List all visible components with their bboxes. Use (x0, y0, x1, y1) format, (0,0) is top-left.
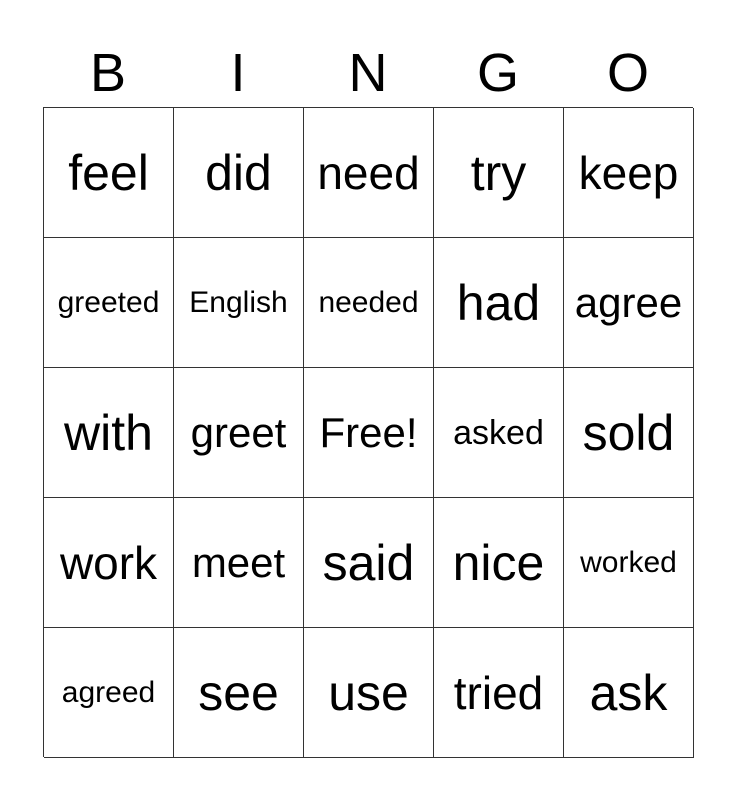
bingo-cell[interactable]: asked (434, 368, 564, 498)
bingo-cell[interactable]: did (174, 108, 304, 238)
bingo-cell[interactable]: sold (564, 368, 694, 498)
bingo-cell[interactable]: try (434, 108, 564, 238)
header-letter-g: G (476, 43, 519, 103)
bingo-cell[interactable]: said (304, 498, 434, 628)
bingo-cell[interactable]: use (304, 628, 434, 758)
bingo-cell[interactable]: with (44, 368, 174, 498)
bingo-board (43, 107, 693, 757)
header-letter-b: B (89, 43, 127, 103)
bingo-free-cell[interactable]: Free! (304, 368, 434, 498)
header-letter-i: I (230, 43, 246, 103)
bingo-cell[interactable]: meet (174, 498, 304, 628)
bingo-cell[interactable]: had (434, 238, 564, 368)
bingo-cell[interactable]: English (174, 238, 304, 368)
bingo-cell[interactable]: greet (174, 368, 304, 498)
bingo-cell[interactable]: tried (434, 628, 564, 758)
bingo-cell[interactable]: feel (44, 108, 174, 238)
bingo-cell[interactable]: worked (564, 498, 694, 628)
bingo-cell[interactable]: greeted (44, 238, 174, 368)
header-letter-o: O (606, 43, 649, 103)
bingo-cell[interactable]: needed (304, 238, 434, 368)
header-letter-n: N (348, 43, 388, 103)
bingo-cell[interactable]: ask (564, 628, 694, 758)
bingo-cell[interactable]: agree (564, 238, 694, 368)
bingo-cell[interactable]: nice (434, 498, 564, 628)
bingo-cell[interactable]: see (174, 628, 304, 758)
bingo-cell[interactable]: work (44, 498, 174, 628)
bingo-header (43, 42, 693, 104)
bingo-cell[interactable]: keep (564, 108, 694, 238)
bingo-cell[interactable]: need (304, 108, 434, 238)
bingo-cell[interactable]: agreed (44, 628, 174, 758)
